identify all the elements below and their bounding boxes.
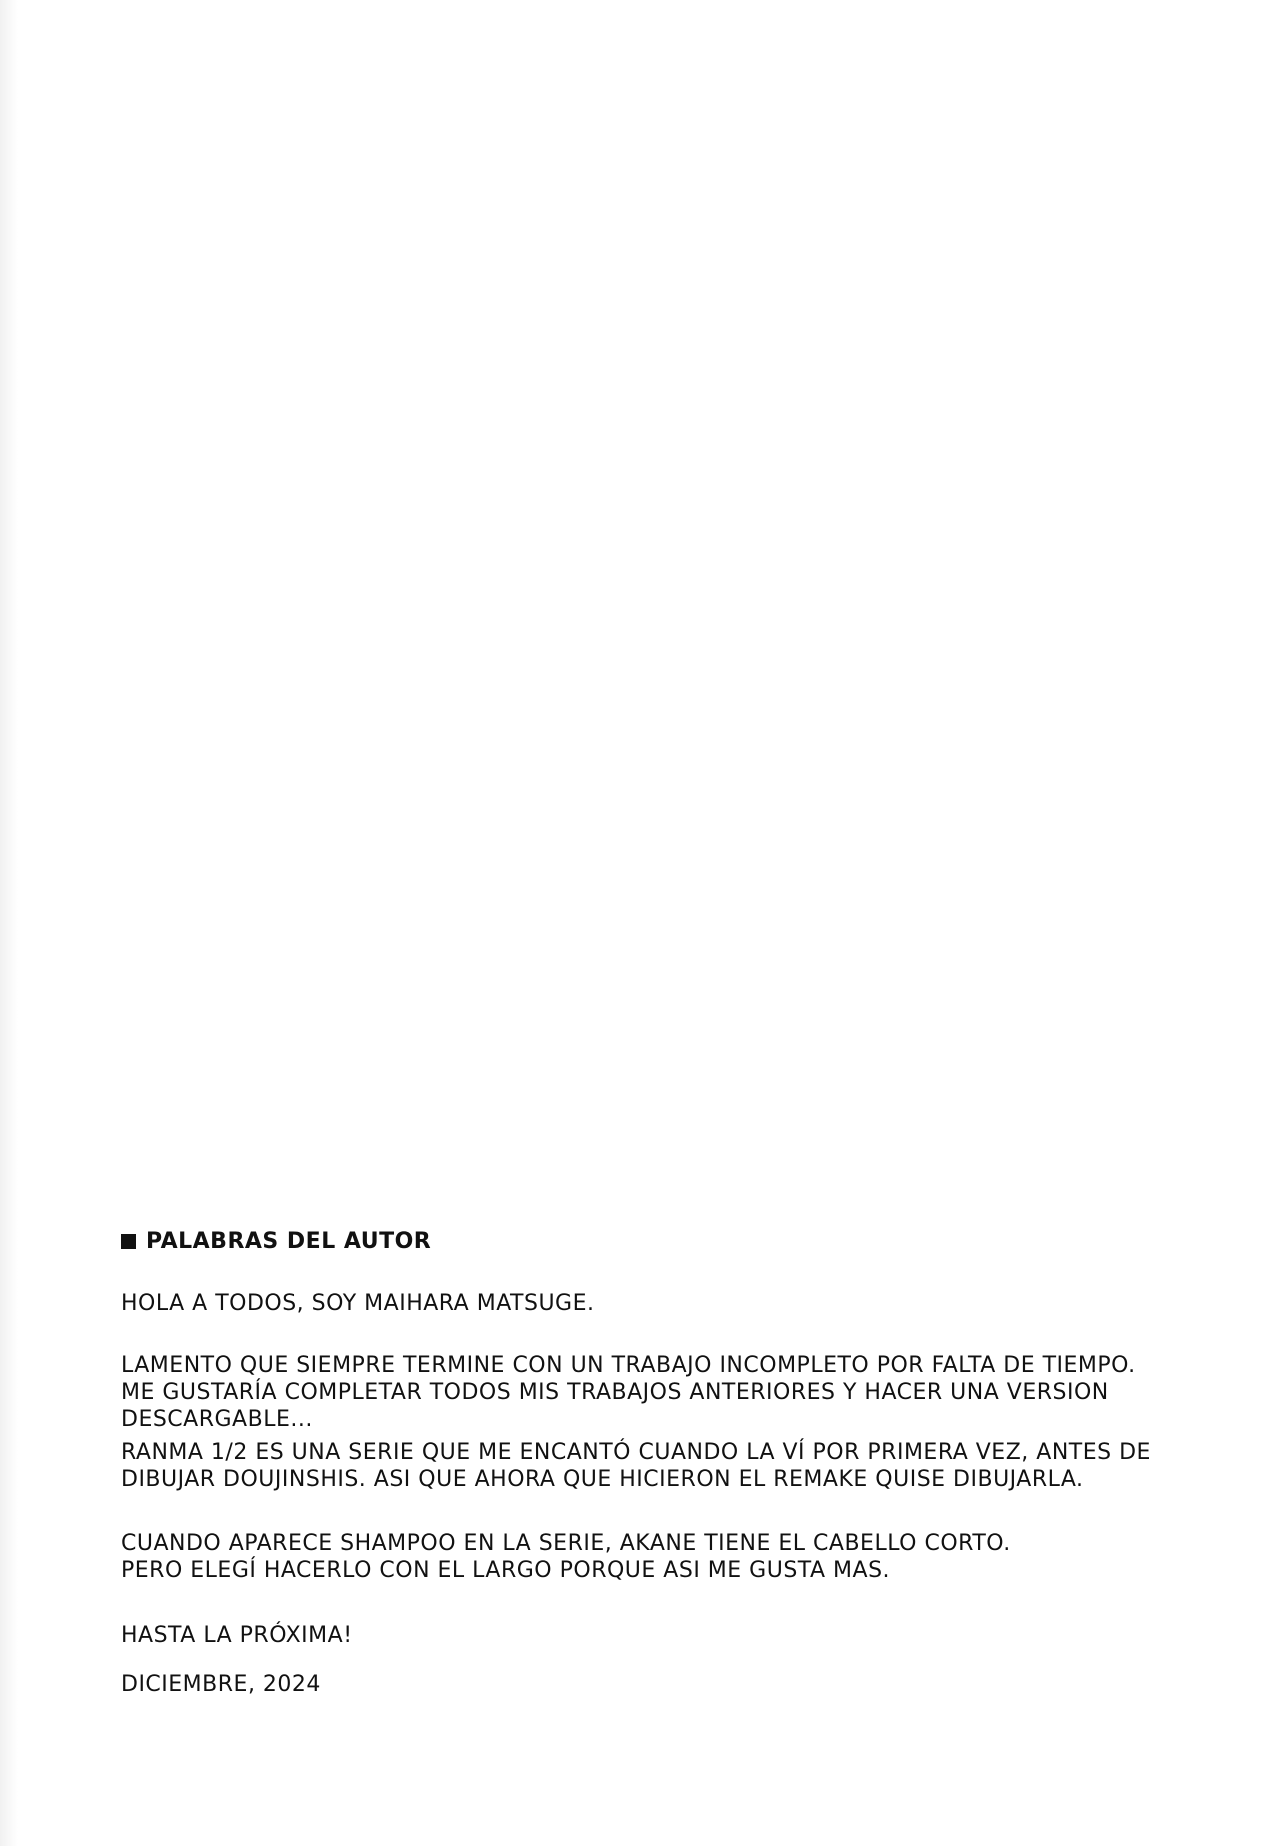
incomplete-work-line-3: DESCARGABLE... <box>121 1407 313 1432</box>
author-afterword <box>121 1228 1151 1698</box>
shampoo-paragraph <box>121 1530 1081 1584</box>
greeting-paragraph <box>121 1290 1081 1317</box>
square-bullet-icon <box>121 1234 136 1249</box>
incomplete-work-paragraph <box>121 1352 1136 1433</box>
farewell-line: HASTA LA PRÓXIMA! <box>121 1623 353 1648</box>
farewell-paragraph <box>121 1622 1081 1649</box>
ranma-line-1: RANMA 1/2 ES UNA SERIE QUE ME ENCANTÓ CUANDO LA VÍ POR PRIMERA VEZ, ANTES DE <box>121 1440 1151 1465</box>
date-paragraph <box>121 1671 1081 1698</box>
greeting-line: HOLA A TODOS, SOY MAIHARA MATSUGE. <box>121 1291 595 1316</box>
incomplete-work-line-2: ME GUSTARÍA COMPLETAR TODOS MIS TRABAJOS ANTERIORES Y HACER UNA VERSION <box>121 1380 1109 1405</box>
ranma-paragraph <box>121 1439 1151 1493</box>
shampoo-line-1: CUANDO APARECE SHAMPOO EN LA SERIE, AKANE TIENE EL CABELLO CORTO. <box>121 1531 1011 1556</box>
page-edge-shadow <box>0 0 18 1846</box>
shampoo-line-2: PERO ELEGÍ HACERLO CON EL LARGO PORQUE ASI ME GUSTA MAS. <box>121 1558 891 1583</box>
incomplete-work-line-1: LAMENTO QUE SIEMPRE TERMINE CON UN TRABAJO INCOMPLETO POR FALTA DE TIEMPO. <box>121 1353 1136 1378</box>
date-line: DICIEMBRE, 2024 <box>121 1672 321 1697</box>
ranma-line-2: DIBUJAR DOUJINSHIS. ASI QUE AHORA QUE HICIERON EL REMAKE QUISE DIBUJARLA. <box>121 1467 1084 1492</box>
afterword-heading: PALABRAS DEL AUTOR <box>146 1229 432 1254</box>
afterword-heading-row <box>121 1228 1081 1255</box>
